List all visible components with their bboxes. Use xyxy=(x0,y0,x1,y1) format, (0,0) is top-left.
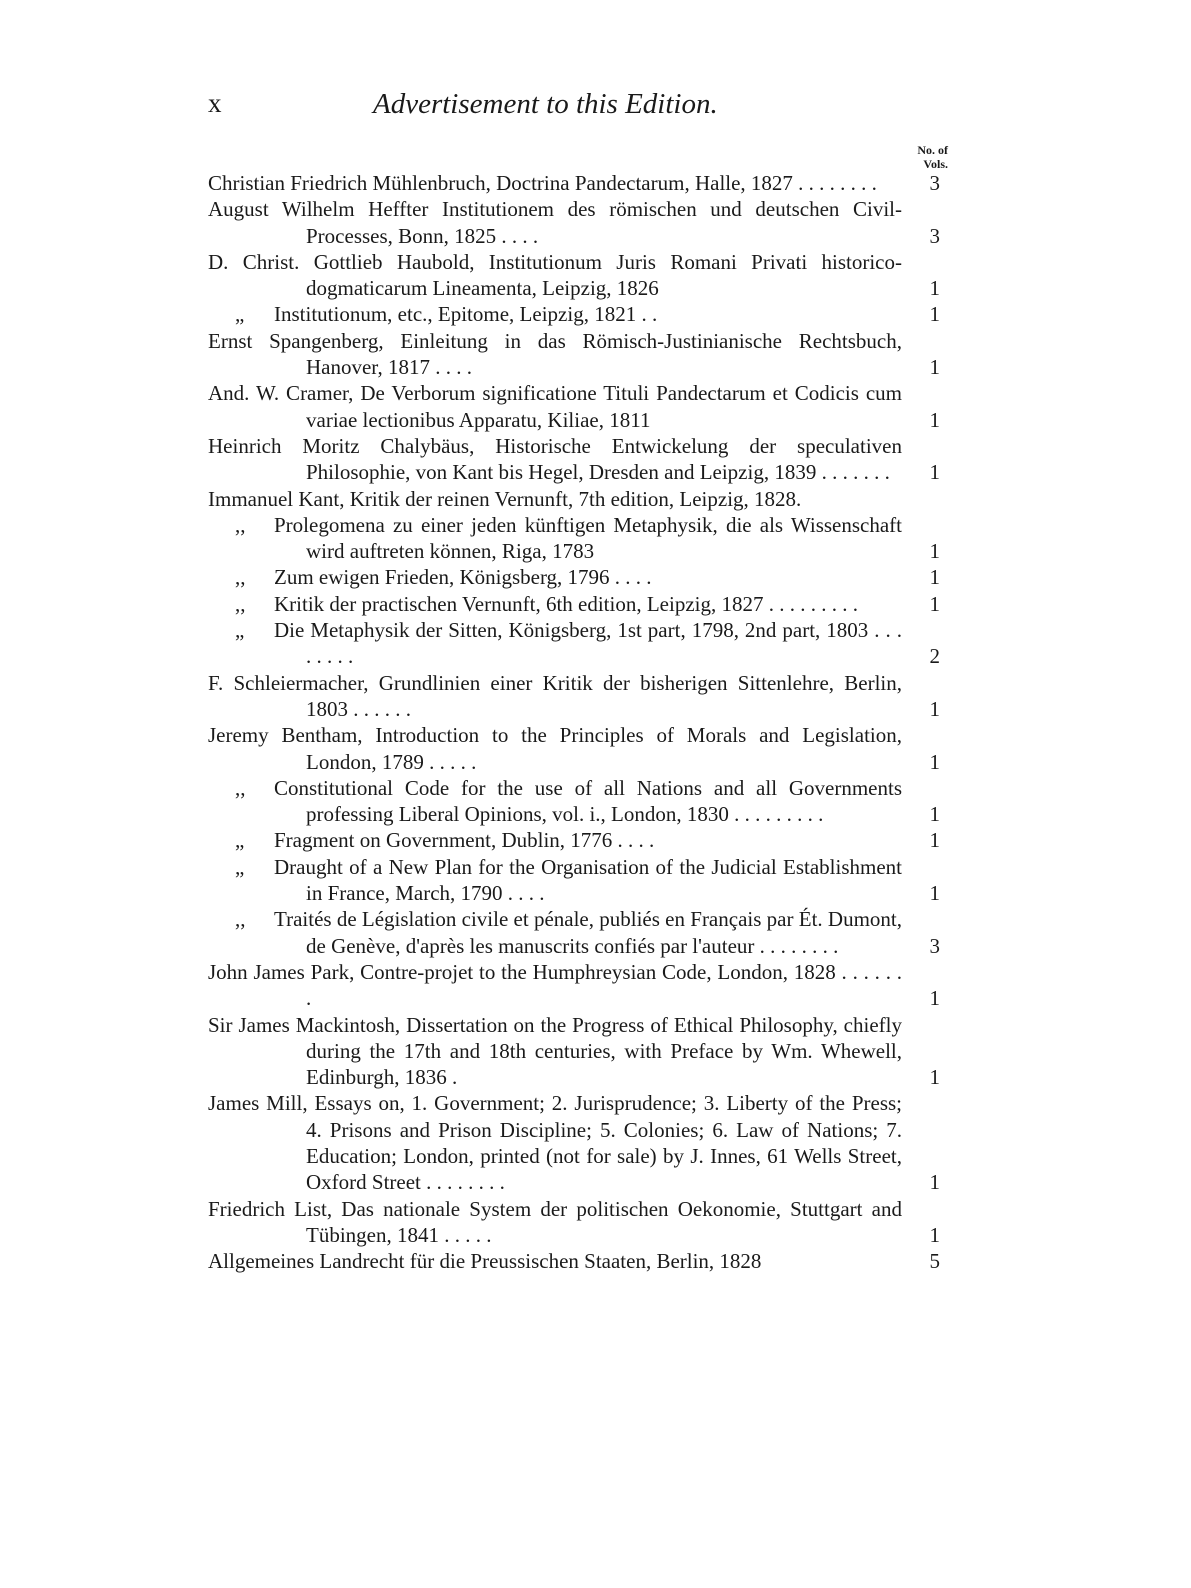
page-number: x xyxy=(208,88,223,118)
entry-bentham-code xyxy=(0,775,1191,828)
ditto-mark: „ xyxy=(235,854,245,879)
entry-text: Constitutional Code for the use of all Nations and all Governments professing Liberal Opinions, vol. i., London, 1830 . . . . . . . . . xyxy=(274,775,902,827)
entry-vols: 1 xyxy=(929,1170,940,1195)
ditto-mark: „ xyxy=(235,618,245,643)
entry-bentham-traites xyxy=(0,906,1191,959)
entry-text: Christian Friedrich Mühlenbruch, Doctrina Pandectarum, Halle, 1827 . . . . . . . . xyxy=(208,171,877,195)
entry-text: And. W. Cramer, De Verborum significatione Tituli Pandectarum et Codicis cum variae lectionibus Apparatu, Kiliae, 1811 xyxy=(208,381,902,432)
entry-vols: 1 xyxy=(929,407,940,432)
entry-text: Draught of a New Plan for the Organisation of the Judicial Establishment in France, March, 1790 . . . . xyxy=(274,854,902,906)
ditto-mark: ,, xyxy=(235,565,246,590)
entry-text: James Mill, Essays on, 1. Government; 2. Jurisprudence; 3. Liberty of the Press; 4. Prisons and Prison Discipline; 5. Colonies; 6. Law of Nations; 7. Education; London, printed (not for sale) by J. Innes, 61 Wells Street, Oxford Street . . . . . . . . xyxy=(208,1091,902,1195)
entry-vols: 1 xyxy=(929,881,940,906)
entry-vols: 1 xyxy=(929,986,940,1011)
entry-text: Heinrich Moritz Chalybäus, Historische Entwickelung der speculativen Philosophie, von Kant bis Hegel, Dresden and Leipzig, 1839 . . . . . . . xyxy=(208,433,902,485)
entry-text: Zum ewigen Frieden, Königsberg, 1796 . . . . xyxy=(274,565,652,590)
entry-spangenberg xyxy=(0,328,1191,381)
page-header xyxy=(0,88,1191,128)
entry-haubold-lineamenta xyxy=(0,249,1191,302)
ditto-mark: ,, xyxy=(235,775,246,800)
entry-landrecht xyxy=(0,1248,1191,1274)
entry-bentham-fragment xyxy=(0,827,1191,853)
entry-kant-prolegomena xyxy=(0,512,1191,565)
entry-text: Prolegomena zu einer jeden künftigen Metaphysik, die als Wissenschaft wird auftreten können, Riga, 1783 xyxy=(274,512,902,564)
ditto-mark: ,, xyxy=(235,512,246,537)
column-heading-line2: Vols. xyxy=(923,157,948,171)
entry-heffter xyxy=(0,196,1191,249)
entry-text: Fragment on Government, Dublin, 1776 . . . . xyxy=(274,828,655,853)
entry-vols: 1 xyxy=(929,591,940,616)
entry-vols: 1 xyxy=(929,1222,940,1247)
ditto-mark: ,, xyxy=(235,907,246,932)
entry-text: Jeremy Bentham, Introduction to the Principles of Morals and Legislation, London, 1789 . . . . . xyxy=(208,723,902,774)
entry-kant-practischen xyxy=(0,591,1191,617)
entry-vols: 1 xyxy=(929,828,940,853)
entry-text: Ernst Spangenberg, Einleitung in das Römisch-Justinianische Rechtsbuch, Hanover, 1817 . . . . xyxy=(208,328,902,380)
entry-vols: 1 xyxy=(929,276,940,301)
entry-vols: 1 xyxy=(929,302,940,327)
ditto-mark: ,, xyxy=(235,591,246,616)
entry-vols: 1 xyxy=(929,1065,940,1090)
entry-vols: 3 xyxy=(929,171,940,195)
entry-chalybaus xyxy=(0,433,1191,486)
entry-vols: 2 xyxy=(929,644,940,669)
entry-bentham-introduction xyxy=(0,722,1191,775)
entry-vols: 1 xyxy=(929,565,940,590)
entry-text: Traités de Législation civile et pénale, publiés en Français par Ét. Dumont, de Genève, d'après les manuscrits confiés par l'auteur . . . . . . . . xyxy=(274,907,902,958)
entry-haubold-epitome xyxy=(0,301,1191,327)
entry-text: Die Metaphysik der Sitten, Königsberg, 1st part, 1798, 2nd part, 1803 . . . . . . . . xyxy=(274,618,902,669)
entry-text: F. Schleiermacher, Grundlinien einer Kritik der bisherigen Sittenlehre, Berlin, 1803 . . . . . . xyxy=(208,670,902,721)
entry-vols: 1 xyxy=(929,539,940,564)
entry-schleiermacher xyxy=(0,670,1191,723)
entry-text: Allgemeines Landrecht für die Preussischen Staaten, Berlin, 1828 xyxy=(208,1249,762,1274)
column-heading-line1: No. of xyxy=(917,143,948,157)
entry-text: Sir James Mackintosh, Dissertation on the Progress of Ethical Philosophy, chiefly during the 17th and 18th centuries, with Preface by Wm. Whewell, Edinburgh, 1836 . xyxy=(208,1012,902,1090)
bibliography-list xyxy=(0,170,1191,1274)
entry-text: Institutionum, etc., Epitome, Leipzig, 1821 . . xyxy=(274,302,658,327)
entry-vols: 1 xyxy=(929,355,940,380)
column-heading-vols xyxy=(878,143,948,171)
entry-text: D. Christ. Gottlieb Haubold, Institutionum Juris Romani Privati historico-dogmaticarum Lineamenta, Leipzig, 1826 xyxy=(208,249,902,301)
entry-vols: 1 xyxy=(929,460,940,485)
entry-vols: 3 xyxy=(929,223,940,248)
entry-vols: 1 xyxy=(929,749,940,774)
entry-vols: 1 xyxy=(929,802,940,827)
ditto-mark: „ xyxy=(235,302,245,327)
entry-text: August Wilhelm Heffter Institutionem des römischen und deutschen Civil-Processes, Bonn, 1825 . . . . xyxy=(208,197,902,248)
entry-park xyxy=(0,959,1191,1012)
entry-mill xyxy=(0,1090,1191,1195)
entry-text: Kritik der practischen Vernunft, 6th edition, Leipzig, 1827 . . . . . . . . . xyxy=(274,591,858,616)
entry-text: Immanuel Kant, Kritik der reinen Vernunft, 7th edition, Leipzig, 1828. xyxy=(208,486,802,511)
entry-vols: 3 xyxy=(929,933,940,958)
running-title: Advertisement to this Edition. xyxy=(373,88,718,120)
entry-vols: 5 xyxy=(929,1249,940,1274)
entry-kant-frieden xyxy=(0,564,1191,590)
entry-kant-reinen xyxy=(0,486,1191,512)
entry-kant-sitten xyxy=(0,617,1191,670)
entry-list xyxy=(0,1196,1191,1249)
ditto-mark: „ xyxy=(235,828,245,853)
entry-cramer xyxy=(0,380,1191,433)
entry-mackintosh xyxy=(0,1012,1191,1091)
entry-bentham-draught xyxy=(0,854,1191,907)
entry-vols: 1 xyxy=(929,696,940,721)
entry-text: John James Park, Contre-projet to the Humphreysian Code, London, 1828 . . . . . . . xyxy=(208,959,902,1011)
entry-muhlenbruch xyxy=(0,170,1191,196)
entry-text: Friedrich List, Das nationale System der politischen Oekonomie, Stuttgart and Tübingen, 1841 . . . . . xyxy=(208,1196,902,1247)
